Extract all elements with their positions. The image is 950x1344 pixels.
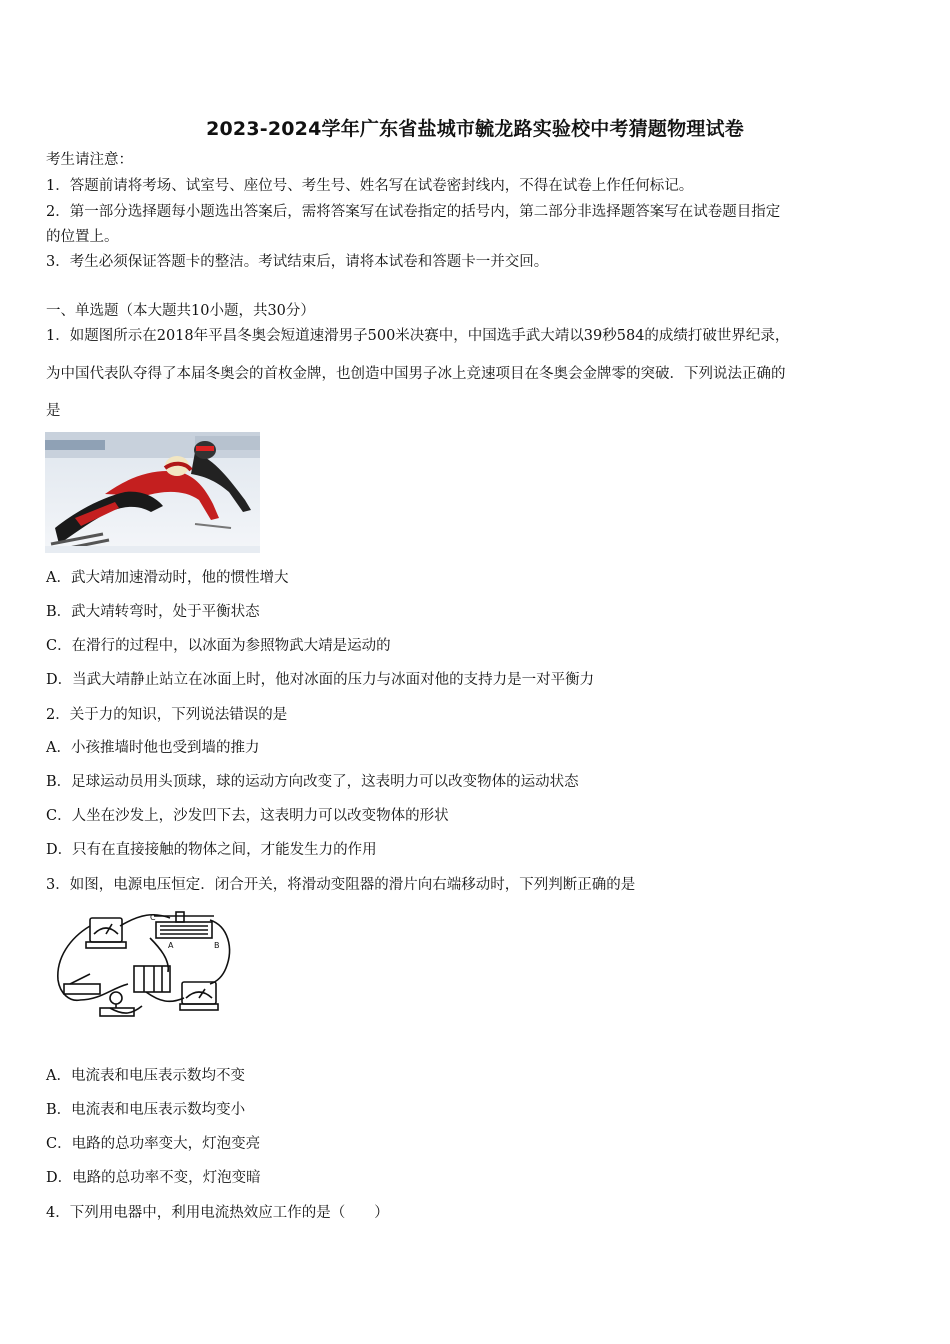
notice-item: 3．考生必须保证答题卡的整洁。考试结束后，请将本试卷和答题卡一并交回。 xyxy=(46,254,549,270)
question-1-option: C．在滑行的过程中，以冰面为参照物武大靖是运动的 xyxy=(46,638,391,654)
question-1-stem: 为中国代表队夺得了本届冬奥会的首枚金牌，也创造中国男子冰上竞速项目在冬奥会金牌零的突破．下列说法正确的 xyxy=(46,366,786,382)
question-2-stem: 2．关于力的知识，下列说法错误的是 xyxy=(46,707,288,723)
question-1-stem: 1．如题图所示在2018年平昌冬奥会短道速滑男子500米决赛中，中国选手武大靖以39秒584的成绩打破世界纪录， xyxy=(46,328,790,344)
question-1-stem: 是 xyxy=(46,403,61,419)
question-4-stem: 4．下列用电器中，利用电流热效应工作的是（ ） xyxy=(46,1205,389,1221)
question-2-option: B．足球运动员用头顶球，球的运动方向改变了，这表明力可以改变物体的运动状态 xyxy=(46,774,579,790)
question-3-option: D．电路的总功率不变，灯泡变暗 xyxy=(46,1170,261,1186)
question-3-option: C．电路的总功率变大，灯泡变亮 xyxy=(46,1136,261,1152)
diagram-label-a: A xyxy=(168,941,174,950)
section-heading: 一、单选题（本大题共10小题，共30分） xyxy=(46,303,315,319)
notice-item: 1．答题前请将考场、试室号、座位号、考生号、姓名写在试卷密封线内，不得在试卷上作任何标记。 xyxy=(46,178,694,194)
question-2-option: A．小孩推墙时他也受到墙的推力 xyxy=(46,740,260,756)
question-1-option: A．武大靖加速滑动时，他的惯性增大 xyxy=(46,570,289,586)
circuit-diagram xyxy=(50,908,240,1030)
question-3-option: A．电流表和电压表示数均不变 xyxy=(46,1068,245,1084)
question-3-stem: 3．如图，电源电压恒定．闭合开关，将滑动变阻器的滑片向右端移动时，下列判断正确的是 xyxy=(46,877,636,893)
diagram-label-b: B xyxy=(214,941,220,950)
question-1-option: B．武大靖转弯时，处于平衡状态 xyxy=(46,604,260,620)
question-3-option: B．电流表和电压表示数均变小 xyxy=(46,1102,246,1118)
question-2-option: C．人坐在沙发上，沙发凹下去，这表明力可以改变物体的形状 xyxy=(46,808,449,824)
speed-skating-photo xyxy=(45,432,260,553)
diagram-label-c: C xyxy=(150,913,156,922)
question-2-option: D．只有在直接接触的物体之间，才能发生力的作用 xyxy=(46,842,377,858)
notice-heading: 考生请注意： xyxy=(46,152,133,168)
notice-item: 的位置上。 xyxy=(46,229,119,245)
question-1-option: D．当武大靖静止站立在冰面上时，他对冰面的压力与冰面对他的支持力是一对平衡力 xyxy=(46,672,595,688)
page-title: 2023-2024学年广东省盐城市毓龙路实验校中考猜题物理试卷 xyxy=(206,118,744,140)
notice-item: 2．第一部分选择题每小题选出答案后，需将答案写在试卷指定的括号内，第二部分非选择题答案写在试卷题目指定 xyxy=(46,204,781,220)
